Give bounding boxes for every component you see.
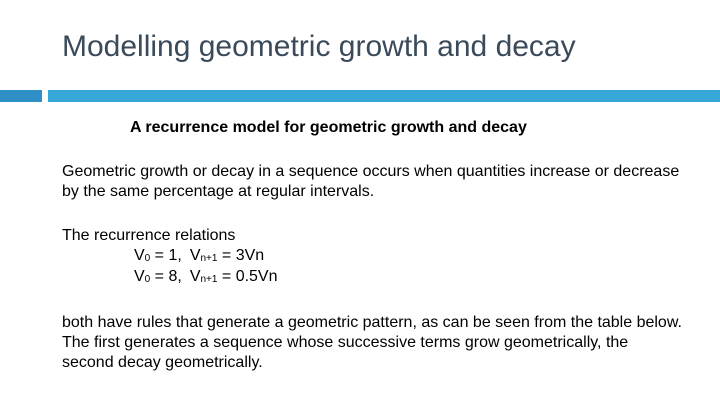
initial-term-subscript: 0 — [144, 253, 151, 264]
slide-title: Modelling geometric growth and decay — [62, 30, 576, 63]
initial-term-subscript: 0 — [144, 274, 151, 285]
recurrence-relation-1 — [134, 247, 264, 265]
accent-bar-left — [0, 90, 42, 102]
intro-paragraph: Geometric growth or decay in a sequence occurs when quantities increase or decrease by the same percentage at regular intervals. — [62, 163, 680, 200]
next-term-subscript: n+1 — [200, 253, 218, 264]
next-term-rule: = 3Vn — [217, 247, 265, 264]
initial-term-value: = 8, — [150, 268, 182, 285]
conclusion-paragraph: both have rules that generate a geometric pattern, as can be seen from the table below. The first generates a sequence whose successive terms grow geometrically, the second decay geometrically. — [62, 314, 682, 371]
next-term-subscript: n+1 — [200, 274, 218, 285]
accent-bar-right — [48, 90, 720, 102]
next-term-rule: = 0.5Vn — [217, 268, 278, 285]
next-term-symbol: V — [189, 268, 201, 285]
recurrence-relation-2 — [134, 268, 278, 286]
slide-subtitle: A recurrence model for geometric growth and decay — [130, 119, 527, 136]
initial-term-symbol: V — [134, 247, 145, 264]
initial-term-symbol: V — [134, 268, 145, 285]
next-term-symbol: V — [189, 247, 201, 264]
initial-term-value: = 1, — [150, 247, 182, 264]
relations-heading: The recurrence relations — [62, 227, 236, 244]
